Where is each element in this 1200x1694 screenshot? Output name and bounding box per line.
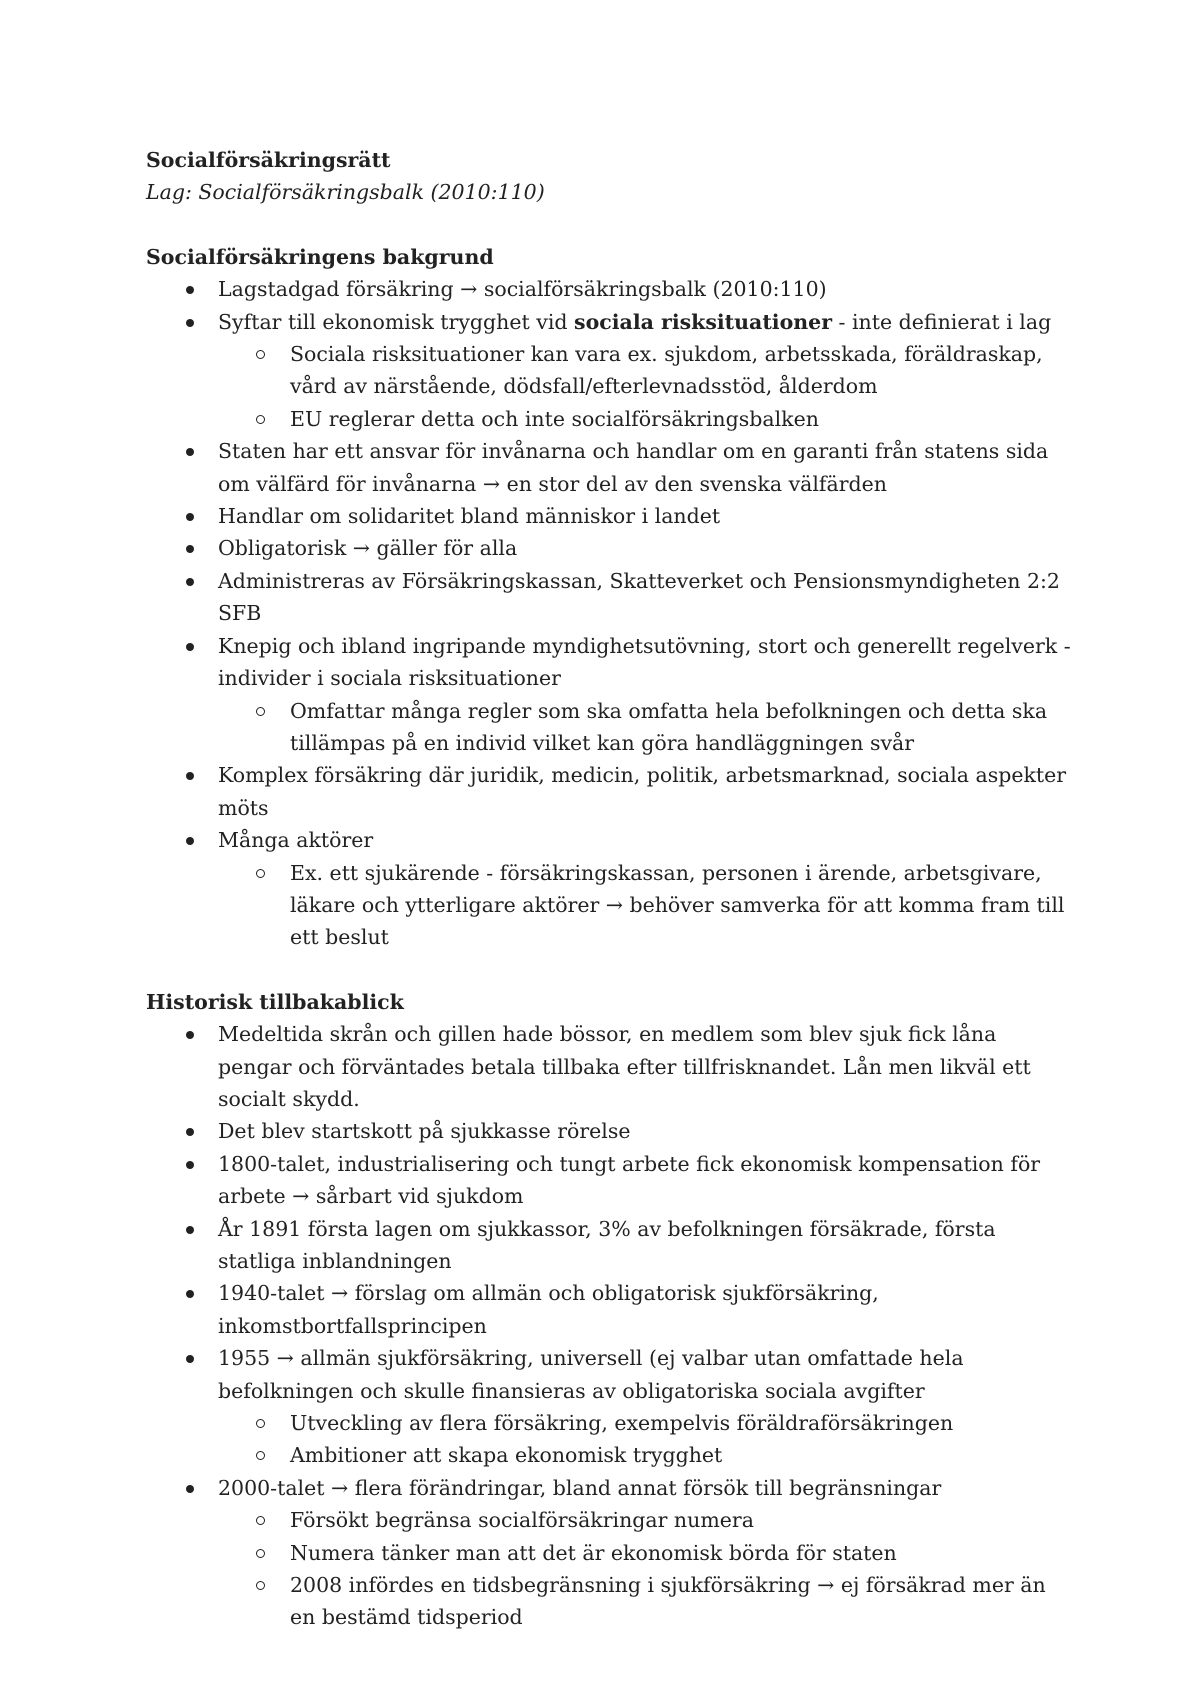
list-item-text: - inte definierat i lag [832,309,1052,334]
list-item [146,532,1076,564]
list-item [146,630,1076,760]
sub-bullet-list [218,338,1076,435]
list-item [146,1018,1076,1115]
sub-bullet-list [218,695,1076,760]
list-item [146,1213,1076,1278]
sub-list-item: Utveckling av flera försäkring, exempelvis föräldraförsäkringen [218,1407,1076,1439]
list-item [146,1342,1076,1472]
list-item [146,273,1076,305]
bullet-list [146,273,1076,954]
sub-bullet-list [218,1504,1076,1634]
list-item-text: 1955 → allmän sjukförsäkring, universell (ej valbar utan omfattade hela befolkningen och skulle finansieras av obligatoriska sociala avgifter [218,1346,964,1403]
list-item-text: Medeltida skrån och gillen hade bössor, en medlem som blev sjuk fick låna pengar och förväntades betala tillbaka efter tillfrisknandet. Lån men likväl ett socialt skydd. [218,1022,1031,1111]
sub-list-item: Omfattar många regler som ska omfatta hela befolkningen och detta ska tillämpas på en individ vilket kan göra handläggningen svår [218,695,1076,760]
list-item-text: År 1891 första lagen om sjukkassor, 3% av befolkningen försäkrade, första statliga inblandningen [218,1216,996,1273]
section-heading: Historisk tillbakablick [146,989,404,1014]
list-item-text: Det blev startskott på sjukkasse rörelse [218,1119,631,1144]
sub-bullet-list [218,1407,1076,1472]
list-item [146,1277,1076,1342]
spacer [146,954,1076,986]
emphasis-text: sociala risksituationer [574,309,833,334]
list-item [146,824,1076,954]
sub-bullet-list [218,857,1076,954]
sub-list-item: Försökt begränsa socialförsäkringar numera [218,1504,1076,1536]
list-item-text: Många aktörer [218,828,374,853]
list-item-text: 1940-talet → förslag om allmän och obligatorisk sjukförsäkring, inkomstbortfallsprincipen [218,1281,879,1338]
list-item [146,1472,1076,1634]
list-item [146,306,1076,436]
list-item-text: Komplex försäkring där juridik, medicin, politik, arbetsmarknad, sociala aspekter möts [218,763,1067,820]
list-item-text: Syftar till ekonomisk trygghet vid [218,309,575,334]
list-item [146,1148,1076,1213]
list-item-text: Knepig och ibland ingripande myndighetsutövning, stort och generellt regelverk - individer i sociala risksituationer [218,633,1071,691]
list-item-text: Staten har ett ansvar för invånarna och handlar om en garanti från statens sida om välfärd för invånarna → en stor del av den svenska välfärden [218,439,1049,496]
list-item [146,500,1076,532]
list-item [146,1115,1076,1147]
list-item-text: Administreras av Försäkringskassan, Skatteverket och Pensionsmyndigheten 2:2 SFB [218,568,1060,626]
sub-list-item: Numera tänker man att det är ekonomisk börda för staten [218,1537,1076,1569]
sections-container [146,241,1076,1634]
list-item-text: Handlar om solidaritet bland människor i landet [218,504,721,529]
list-item [146,435,1076,500]
document-title: Socialförsäkringsrätt [146,148,391,172]
spacer [146,209,1076,241]
list-item-text: Obligatorisk → gäller för alla [218,536,518,561]
list-item-text: 1800-talet, industrialisering och tungt arbete fick ekonomisk kompensation för arbete → sårbart vid sjukdom [218,1151,1041,1209]
sub-list-item: Sociala risksituationer kan vara ex. sjukdom, arbetsskada, föräldraskap, vård av närstående, dödsfall/efterlevnadsstöd, ålderdom [218,338,1076,403]
document-page [146,144,1076,1634]
sub-list-item: 2008 infördes en tidsbegränsning i sjukförsäkring → ej försäkrad mer än en bestämd tidsperiod [218,1569,1076,1634]
list-item-text: Lagstadgad försäkring → socialförsäkringsbalk (2010:110) [218,277,827,302]
section-heading: Socialförsäkringens bakgrund [146,244,494,269]
list-item [146,759,1076,824]
sub-list-item: EU reglerar detta och inte socialförsäkringsbalken [218,403,1076,435]
sub-list-item: Ex. ett sjukärende - försäkringskassan, personen i ärende, arbetsgivare, läkare och ytterligare aktörer → behöver samverka för att komma fram till ett beslut [218,857,1076,954]
list-item [146,565,1076,630]
document-subtitle: Lag: Socialförsäkringsbalk (2010:110) [146,180,545,205]
list-item-text: 2000-talet → flera förändringar, bland annat försök till begränsningar [218,1475,942,1500]
sub-list-item: Ambitioner att skapa ekonomisk trygghet [218,1439,1076,1471]
bullet-list [146,1018,1076,1634]
